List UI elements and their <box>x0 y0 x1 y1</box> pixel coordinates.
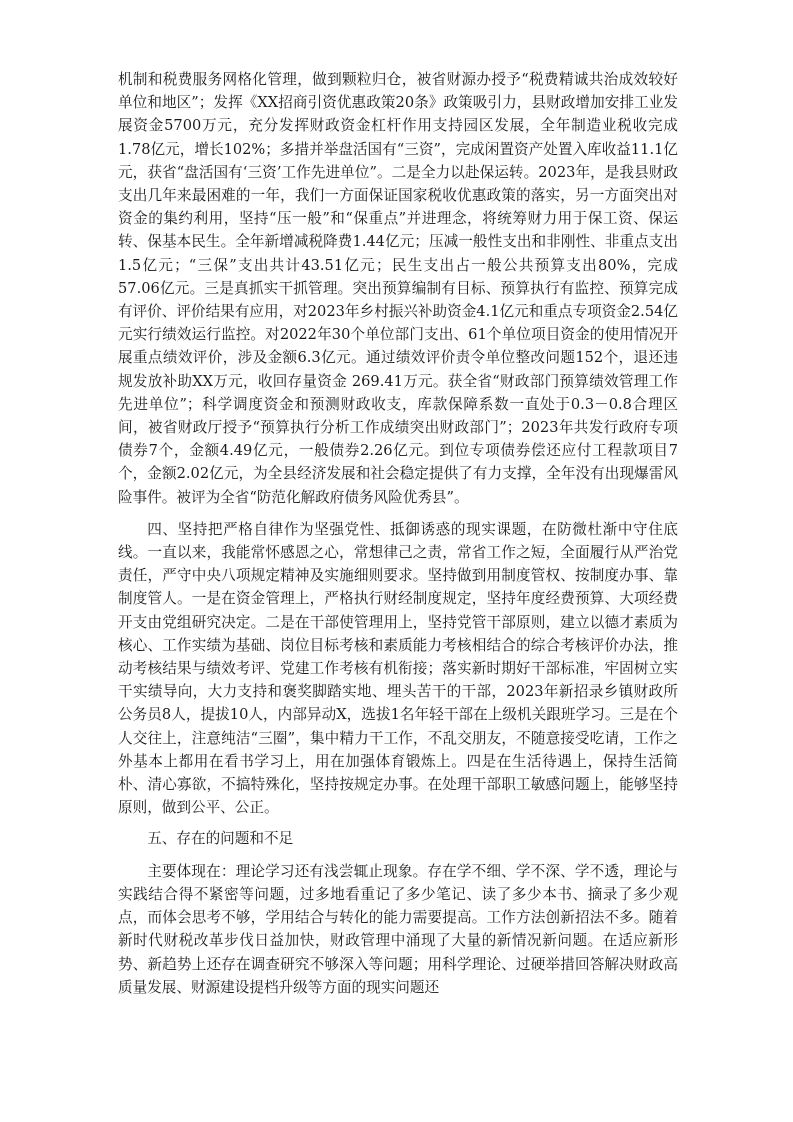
paragraph-problems: 主要体现在：理论学习还有浅尝辄止现象。存在学不细、学不深、学不透，理论与实践结合得不紧密等问题，过多地看重记了多少笔记、读了多少本书、摘录了多少观点，而体会思考不够，学用结合与转化的能力需要提高。工作方法创新招法不多。随着新时代财税改革步伐日益加快，财政管理中涌现了大量的新情况新问题。在适应新形势、新趋势上还存在调查研究不够深入等问题；用科学理论、过硬举措回答解决财政高质量发展、财源建设提档升级等方面的现实问题还 <box>118 862 678 996</box>
paragraph-self-discipline: 四、坚持把严格自律作为坚强党性、抵御诱惑的现实课题，在防微杜渐中守住底线。一直以来，我能常怀感恩之心，常想律己之责，常省工作之短，全面履行从严治党责任，严守中央八项规定精神及实施细则要求。坚持做到用制度管权、按制度办事、靠制度管人。一是在资金管理上，严格执行财经制度规定，坚持年度经费预算、大项经费开支由党组研究决定。二是在干部使管理用上，坚持党管干部原则，建立以德才素质为核心、工作实绩为基础、岗位目标考核和素质能力考核相结合的综合考核评价办法，推动考核结果与绩效考评、党建工作考核有机衔接；落实新时期好干部标准，牢固树立实干实绩导向，大力支持和褒奖脚踏实地、埋头苦干的干部，2023年新招录乡镇财政所公务员8人，提拔10人，内部异动X，选拔1名年轻干部在上级机关跟班学习。三是在个人交往上，注意纯洁“三圈”，集中精力干工作，不乱交朋友，不随意接受吃请，工作之外基本上都用在看书学习上，用在加强体育锻炼上。四是在生活待遇上，保持生活简朴、清心寡欲，不搞特殊化，坚持按规定办事。在处理干部职工敏感问题上，能够坚持原则，做到公平、公正。 <box>118 520 678 817</box>
document-body <box>118 68 678 999</box>
section-heading-problems: 五、存在的问题和不足 <box>147 829 294 847</box>
paragraph-fiscal-revenue-continued: 机制和税费服务网格化管理，做到颗粒归仓，被省财源办授予“税费精诚共治成效较好单位和地区”；发挥《XX招商引资优惠政策20条》政策吸引力，县财政增加安排工业发展资金5700万元，充分发挥财政资金杠杆作用支持园区发展，全年制造业税收完成1.78亿元，增长102%；多措并举盘活国有“三资”，完成闲置资产处置入库收益11.1亿元，获省“盘活国有‘三资’工作先进单位”。二是全力以赴保运转。2023年，是我县财政支出几年来最困难的一年，我们一方面保证国家税收优惠政策的落实，另一方面突出对资金的集约利用，坚持“压一般”和“保重点”并进理念，将统筹财力用于保工资、保运转、保基本民生。全年新增减税降费1.44亿元；压减一般性支出和非刚性、非重点支出1.5亿元；“三保”支出共计43.51亿元；民生支出占一般公共预算支出80%，完成57.06亿元。三是真抓实干抓管理。突出预算编制有目标、预算执行有监控、预算完成有评价、评价结果有应用，对2023年乡村振兴补助资金4.1亿元和重点专项资金2.54亿元实行绩效运行监控。对2022年30个单位部门支出、61个单位项目资金的使用情况开展重点绩效评价，涉及金额6.3亿元。通过绩效评价责令单位整改问题152个，退还违规发放补助XX万元，收回存量资金 269.41万元。获全省“财政部门预算绩效管理工作先进单位”；科学调度资金和预测财政收支，库款保障系数一直处于0.3－0.8合理区间，被省财政厅授予“预算执行分析工作成绩突出财政部门”；2023年共发行政府专项债券7个，金额4.49亿元，一般债券2.26亿元。到位专项债券偿还应付工程款项目7个，金额2.02亿元，为全县经济发展和社会稳定提供了有力支撑，全年没有出现爆雷风险事件。被评为全省“防范化解政府债务风险优秀县”。 <box>118 71 678 506</box>
